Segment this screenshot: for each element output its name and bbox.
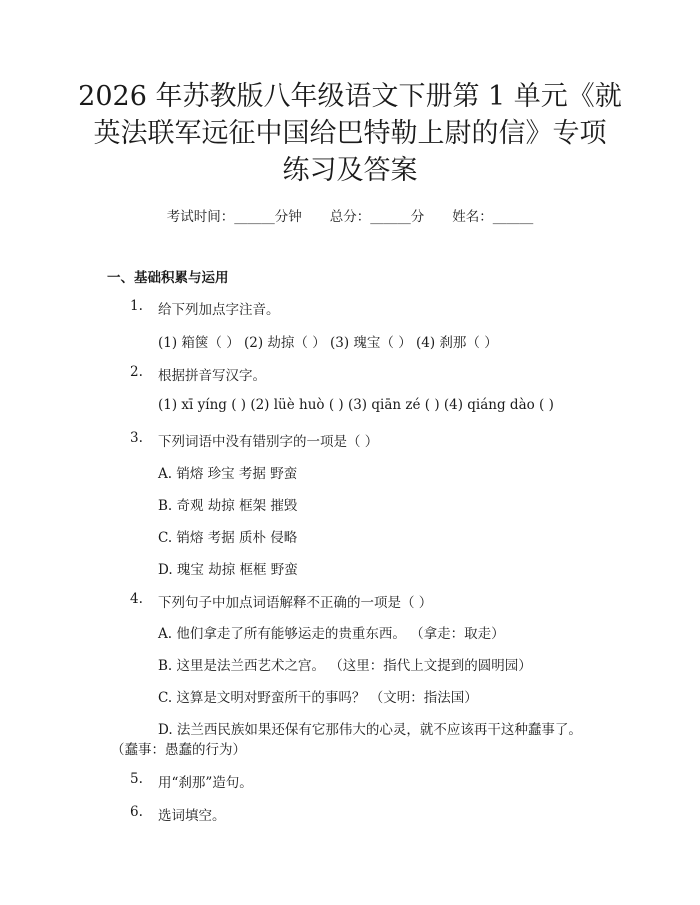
score-blank: ______ xyxy=(370,209,411,225)
question-number: 3. xyxy=(130,430,143,446)
name-label: 姓名： xyxy=(452,209,493,225)
question-text: 下列词语中没有错别字的一项是（ ） xyxy=(158,434,379,450)
question-subitem: (1) 箱箧（ ） (2) 劫掠（ ） (3) 瑰宝（ ） (4) 刹那（ ） xyxy=(158,335,498,351)
time-blank: ______ xyxy=(234,209,275,225)
option-c: C. 销熔 考据 质朴 侵略 xyxy=(158,530,298,546)
question-text: 根据拼音写汉字。 xyxy=(158,368,266,384)
question-number: 4. xyxy=(130,591,143,607)
section-heading: 一、基础积累与运用 xyxy=(107,270,229,286)
score-unit: 分 xyxy=(410,209,425,225)
question-text: 下列句子中加点词语解释不正确的一项是（ ） xyxy=(158,595,433,611)
title-line-2: 英法联军远征中国给巴特勒上尉的信》专项 xyxy=(93,118,607,149)
option-a: A. 他们拿走了所有能够运走的贵重东西。 （拿走：取走） xyxy=(158,626,505,642)
option-d-continued: （蠢事：愚蠢的行为） xyxy=(111,742,246,758)
name-blank: ______ xyxy=(492,209,534,225)
question-text: 选词填空。 xyxy=(158,808,226,824)
question-number: 5. xyxy=(130,771,143,787)
option-b: B. 奇观 劫掠 框架 摧毁 xyxy=(158,498,298,514)
question-subitem: (1) xī yíng ( ) (2) lüè huò ( ) (3) qiān zé ( ) (4) qiáng dào ( ) xyxy=(158,397,554,413)
exam-meta xyxy=(0,205,700,225)
question-text: 用“刹那”造句。 xyxy=(158,775,253,791)
title-line-1: 2026 年苏教版八年级语文下册第 1 单元《就 xyxy=(78,81,622,112)
time-label: 考试时间： xyxy=(166,209,235,225)
option-d: D. 法兰西民族如果还保有它那伟大的心灵，就不应该再干这种蠢事了。 xyxy=(158,722,582,738)
score-label: 总分： xyxy=(329,209,371,225)
page-title xyxy=(70,78,630,189)
option-b: B. 这里是法兰西艺术之宫。 （这里：指代上文提到的圆明园） xyxy=(158,658,532,674)
question-text: 给下列加点字注音。 xyxy=(158,302,280,318)
question-number: 1. xyxy=(130,298,143,314)
time-unit: 分钟 xyxy=(274,209,302,225)
option-d: D. 瑰宝 劫掠 框框 野蛮 xyxy=(158,562,298,578)
option-c: C. 这算是文明对野蛮所干的事吗？ （文明：指法国） xyxy=(158,690,478,706)
question-number: 6. xyxy=(130,804,143,820)
title-line-3: 练习及答案 xyxy=(282,155,418,186)
option-a: A. 销熔 珍宝 考据 野蛮 xyxy=(158,466,298,482)
question-number: 2. xyxy=(130,364,143,380)
